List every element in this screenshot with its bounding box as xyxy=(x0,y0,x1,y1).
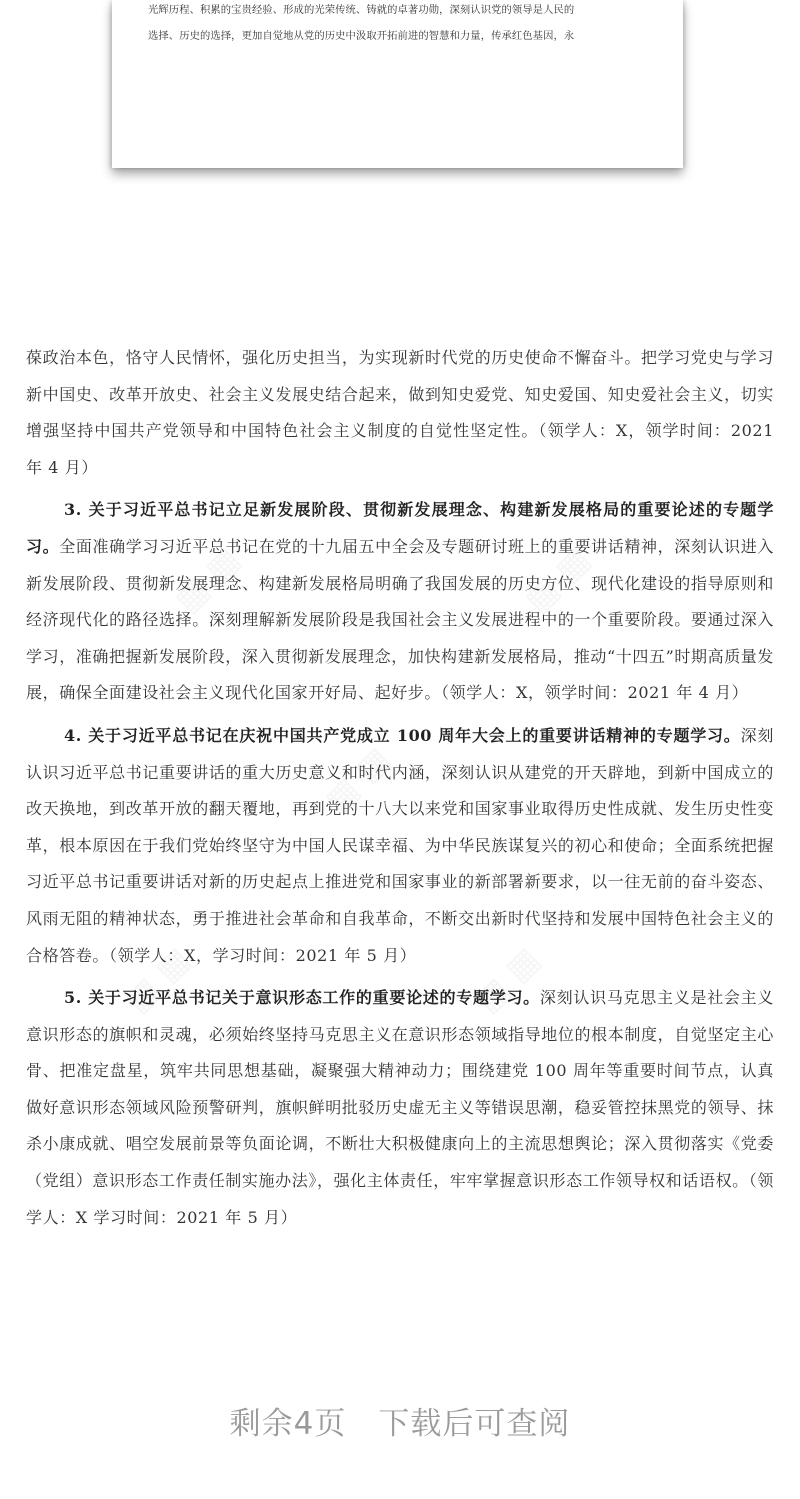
paragraph-1 xyxy=(26,340,774,486)
remaining-pages-notice[interactable]: 剩余4页 下载后可查阅 xyxy=(229,1406,571,1442)
paragraph-2-text: 全面准确学习习近平总书记在党的十九届五中全会及专题研讨班上的重要讲话精神，深刻认识进入新发展阶段、贯彻新发展理念、构建新发展格局明确了我国发展的历史方位、现代化建设的指导原则和经济现代化的路径选择。深刻理解新发展阶段是我国社会主义发展进程中的一个重要阶段。要通过深入学习，准确把握新发展阶段，深入贯彻新发展理念，加快构建新发展格局，推动“十四五”时期高质量发展，确保全面建设社会主义现代化国家开好局、起好步。（领学人：X，领学时间：2021 年 4 月） xyxy=(26,536,774,703)
preview-line-1: 光辉历程、积累的宝贵经验、形成的光荣传统、铸就的卓著功勋，深刻认识党的领导是人民的 xyxy=(148,4,575,16)
preview-page-card xyxy=(112,0,683,168)
document-body xyxy=(26,340,774,1242)
preview-line-2: 选择、历史的选择，更加自觉地从党的历史中汲取开拓前进的智慧和力量，传承红色基因，永 xyxy=(148,30,575,42)
paragraph-1-text: 葆政治本色，恪守人民情怀，强化历史担当，为实现新时代党的历史使命不懈奋斗。把学习党史与学习新中国史、改革开放史、社会主义发展史结合起来，做到知史爱党、知史爱国、知史爱社会主义，切实增强坚持中国共产党领导和中国特色社会主义制度的自觉性坚定性。（领学人：X，领学时间：2021 年 4 月） xyxy=(26,348,774,477)
paragraph-3-text: 深刻认识习近平总书记重要讲话的重大历史意义和时代内涵，深刻认识从建党的开天辟地，到新中国成立的改天换地，到改革开放的翻天覆地，再到党的十八大以来党和国家事业取得历史性成就、发生历史性变革，根本原因在于我们党始终坚守为中国人民谋幸福、为中华民族谋复兴的初心和使命；全面系统把握习近平总书记重要讲话对新的历史起点上推进党和国家事业的新部署新要求，以一往无前的奋斗姿态、风雨无阻的精神状态，勇于推进社会革命和自我革命，不断交出新时代坚持和发展中国特色社会主义的合格答卷。（领学人：X，学习时间：2021 年 5 月） xyxy=(26,725,774,965)
paragraph-4 xyxy=(26,980,774,1236)
section-3-heading: 3. 关于习近平总书记立足新发展阶段、贯彻新发展理念、构建新发展格局的重要论述的专题学习。 xyxy=(26,500,774,556)
paragraph-3 xyxy=(26,718,774,974)
paragraph-4-text: 深刻认识马克思主义是社会主义意识形态的旗帜和灵魂，必须始终坚持马克思主义在意识形态领域指导地位的根本制度，自觉坚定主心骨、把准定盘星，筑牢共同思想基础，凝聚强大精神动力；围绕建党 100 周年等重要时间节点，认真做好意识形态领域风险预警研判，旗帜鲜明批驳历史虚无主义等错误思潮，稳妥管控抹黑党的领导、抹杀小康成就、唱空发展前景等负面论调，不断壮大积极健康向上的主流思想舆论；深入贯彻落实《党委（党组）意识形态工作责任制实施办法》，强化主体责任，牢牢掌握意识形态工作领导权和话语权。（领学人：X 学习时间：2021 年 5 月） xyxy=(26,988,774,1227)
section-4-heading: 4. 关于习近平总书记在庆祝中国共产党成立 100 周年大会上的重要讲话精神的专题学习。 xyxy=(64,725,741,745)
section-5-heading: 5. 关于习近平总书记关于意识形态工作的重要论述的专题学习。 xyxy=(64,988,540,1008)
paragraph-2 xyxy=(26,492,774,712)
